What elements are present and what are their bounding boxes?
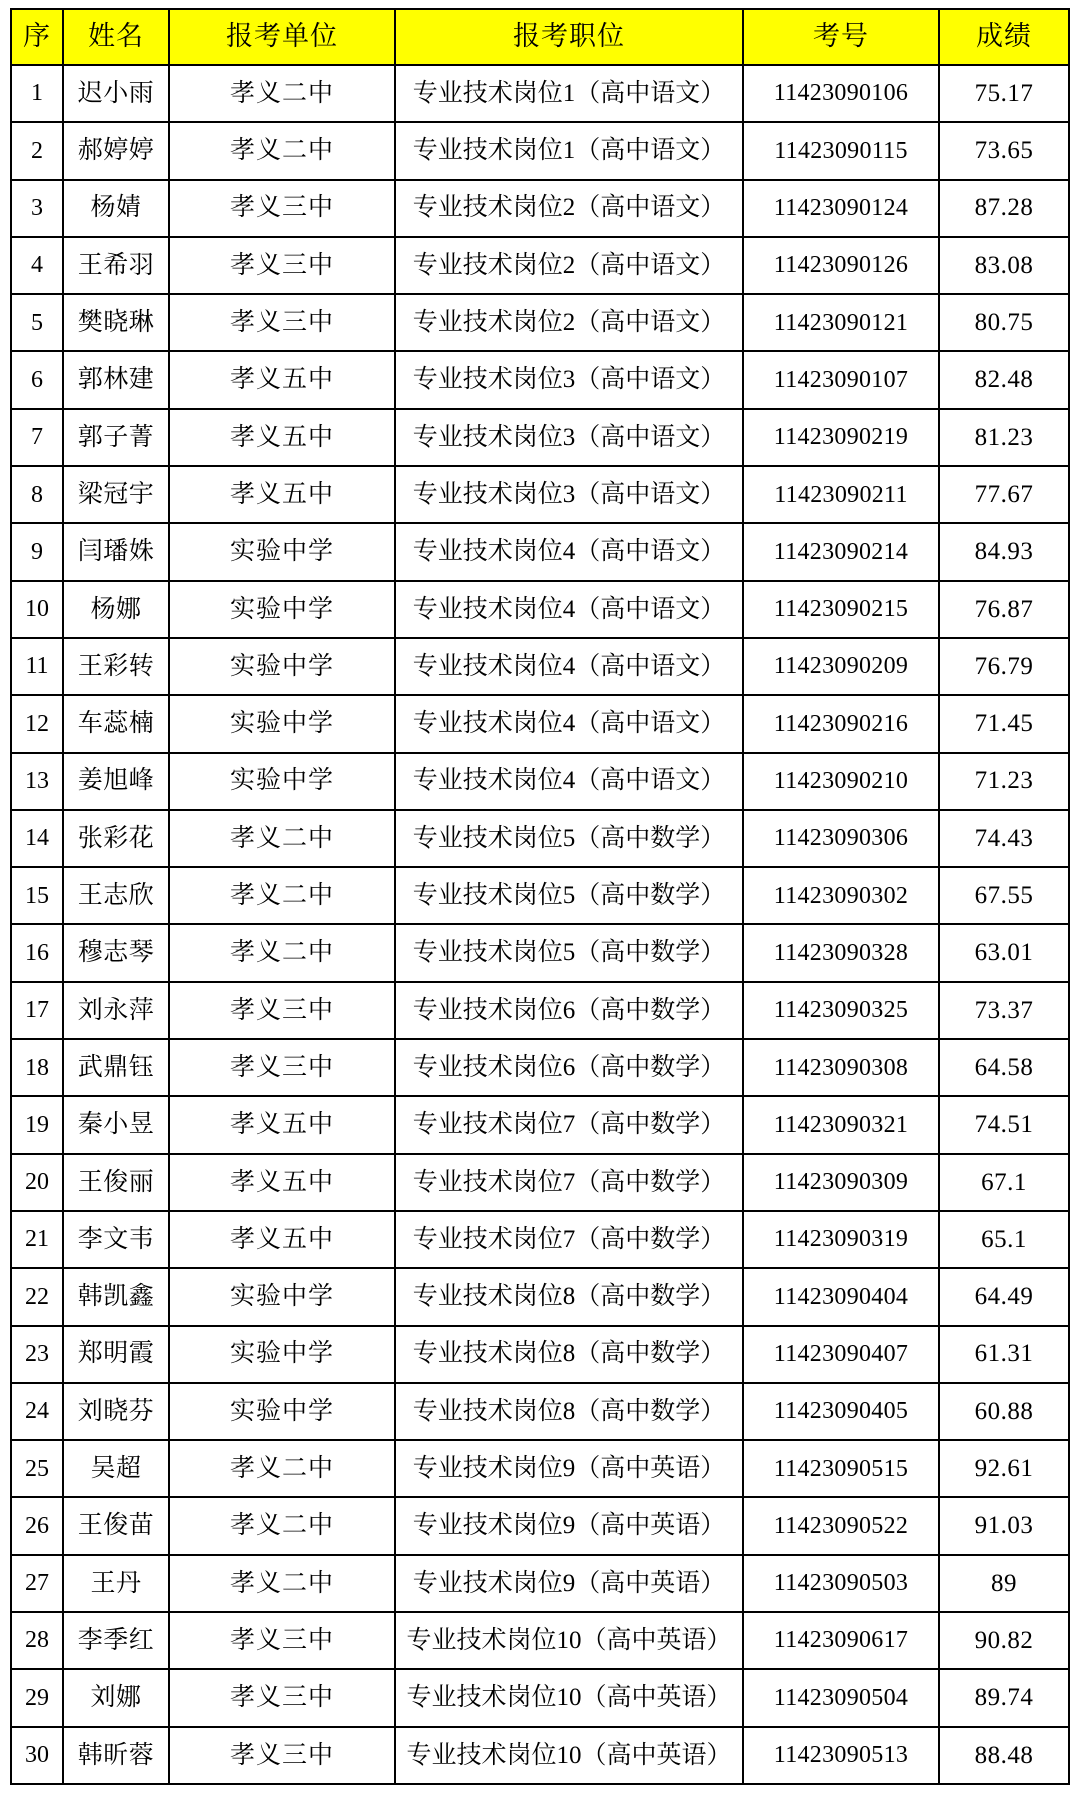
cell-index: 24	[11, 1383, 63, 1440]
table-row	[11, 1669, 1069, 1726]
cell-score: 92.61	[939, 1440, 1069, 1497]
column-header-unit: 报考单位	[169, 9, 395, 65]
cell-index: 15	[11, 867, 63, 924]
cell-name: 王丹	[63, 1555, 169, 1612]
cell-name: 郝婷婷	[63, 122, 169, 179]
cell-score: 74.43	[939, 810, 1069, 867]
cell-unit: 孝义五中	[169, 351, 395, 408]
cell-score: 77.67	[939, 466, 1069, 523]
cell-name: 王志欣	[63, 867, 169, 924]
cell-index: 27	[11, 1555, 63, 1612]
cell-index: 29	[11, 1669, 63, 1726]
cell-name: 樊晓琳	[63, 294, 169, 351]
cell-exam-number: 11423090214	[743, 523, 939, 580]
table-row	[11, 122, 1069, 179]
table-row	[11, 1440, 1069, 1497]
cell-exam-number: 11423090216	[743, 695, 939, 752]
cell-index: 12	[11, 695, 63, 752]
cell-position: 专业技术岗位7（高中数学）	[395, 1154, 743, 1211]
table-row	[11, 1612, 1069, 1669]
cell-index: 4	[11, 237, 63, 294]
table-body	[11, 65, 1069, 1784]
cell-position: 专业技术岗位7（高中数学）	[395, 1096, 743, 1153]
cell-exam-number: 11423090210	[743, 753, 939, 810]
cell-unit: 孝义二中	[169, 1555, 395, 1612]
cell-exam-number: 11423090513	[743, 1727, 939, 1784]
cell-exam-number: 11423090522	[743, 1497, 939, 1554]
table-row	[11, 1096, 1069, 1153]
cell-name: 刘娜	[63, 1669, 169, 1726]
cell-index: 26	[11, 1497, 63, 1554]
cell-position: 专业技术岗位1（高中语文）	[395, 65, 743, 122]
cell-index: 2	[11, 122, 63, 179]
cell-exam-number: 11423090321	[743, 1096, 939, 1153]
cell-name: 韩昕蓉	[63, 1727, 169, 1784]
cell-index: 23	[11, 1326, 63, 1383]
cell-score: 90.82	[939, 1612, 1069, 1669]
cell-exam-number: 11423090106	[743, 65, 939, 122]
table-row	[11, 180, 1069, 237]
cell-name: 秦小昱	[63, 1096, 169, 1153]
table-row	[11, 1039, 1069, 1096]
cell-score: 71.23	[939, 753, 1069, 810]
cell-name: 吴超	[63, 1440, 169, 1497]
cell-index: 20	[11, 1154, 63, 1211]
cell-exam-number: 11423090404	[743, 1268, 939, 1325]
column-header-index: 序	[11, 9, 63, 65]
table-row	[11, 1727, 1069, 1784]
cell-exam-number: 11423090407	[743, 1326, 939, 1383]
cell-name: 王俊丽	[63, 1154, 169, 1211]
cell-position: 专业技术岗位8（高中数学）	[395, 1268, 743, 1325]
cell-unit: 孝义二中	[169, 122, 395, 179]
cell-index: 28	[11, 1612, 63, 1669]
cell-index: 1	[11, 65, 63, 122]
cell-exam-number: 11423090308	[743, 1039, 939, 1096]
cell-exam-number: 11423090504	[743, 1669, 939, 1726]
cell-name: 郭子菁	[63, 409, 169, 466]
cell-position: 专业技术岗位5（高中数学）	[395, 867, 743, 924]
table-row	[11, 1383, 1069, 1440]
cell-score: 65.1	[939, 1211, 1069, 1268]
cell-index: 18	[11, 1039, 63, 1096]
table-row	[11, 581, 1069, 638]
cell-position: 专业技术岗位7（高中数学）	[395, 1211, 743, 1268]
cell-index: 5	[11, 294, 63, 351]
cell-position: 专业技术岗位8（高中数学）	[395, 1326, 743, 1383]
table-header-row	[11, 9, 1069, 65]
column-header-score: 成绩	[939, 9, 1069, 65]
table-header	[11, 9, 1069, 65]
column-header-position: 报考职位	[395, 9, 743, 65]
cell-position: 专业技术岗位6（高中数学）	[395, 1039, 743, 1096]
table-row	[11, 867, 1069, 924]
table-row	[11, 1211, 1069, 1268]
cell-unit: 实验中学	[169, 753, 395, 810]
exam-results-table	[10, 8, 1070, 1785]
cell-exam-number: 11423090503	[743, 1555, 939, 1612]
cell-position: 专业技术岗位4（高中语文）	[395, 695, 743, 752]
cell-unit: 孝义五中	[169, 1096, 395, 1153]
cell-index: 19	[11, 1096, 63, 1153]
cell-name: 王彩转	[63, 638, 169, 695]
table-row	[11, 466, 1069, 523]
cell-exam-number: 11423090107	[743, 351, 939, 408]
cell-position: 专业技术岗位3（高中语文）	[395, 351, 743, 408]
cell-index: 30	[11, 1727, 63, 1784]
cell-score: 82.48	[939, 351, 1069, 408]
cell-name: 姜旭峰	[63, 753, 169, 810]
cell-name: 王俊苗	[63, 1497, 169, 1554]
cell-index: 7	[11, 409, 63, 466]
cell-name: 刘晓芬	[63, 1383, 169, 1440]
cell-exam-number: 11423090325	[743, 982, 939, 1039]
cell-score: 63.01	[939, 924, 1069, 981]
table-row	[11, 65, 1069, 122]
cell-position: 专业技术岗位8（高中数学）	[395, 1383, 743, 1440]
cell-exam-number: 11423090309	[743, 1154, 939, 1211]
column-header-name: 姓名	[63, 9, 169, 65]
table-row	[11, 237, 1069, 294]
cell-score: 89.74	[939, 1669, 1069, 1726]
cell-index: 10	[11, 581, 63, 638]
cell-unit: 孝义三中	[169, 294, 395, 351]
cell-score: 60.88	[939, 1383, 1069, 1440]
cell-position: 专业技术岗位9（高中英语）	[395, 1497, 743, 1554]
cell-position: 专业技术岗位2（高中语文）	[395, 180, 743, 237]
cell-position: 专业技术岗位6（高中数学）	[395, 982, 743, 1039]
cell-unit: 孝义三中	[169, 1039, 395, 1096]
cell-position: 专业技术岗位5（高中数学）	[395, 810, 743, 867]
cell-score: 87.28	[939, 180, 1069, 237]
table-row	[11, 810, 1069, 867]
cell-unit: 孝义二中	[169, 924, 395, 981]
table-row	[11, 1555, 1069, 1612]
cell-unit: 孝义五中	[169, 409, 395, 466]
cell-index: 3	[11, 180, 63, 237]
cell-score: 83.08	[939, 237, 1069, 294]
cell-name: 郭林建	[63, 351, 169, 408]
table-row	[11, 294, 1069, 351]
cell-name: 迟小雨	[63, 65, 169, 122]
cell-unit: 孝义三中	[169, 180, 395, 237]
cell-score: 71.45	[939, 695, 1069, 752]
cell-unit: 实验中学	[169, 638, 395, 695]
cell-score: 91.03	[939, 1497, 1069, 1554]
cell-score: 67.1	[939, 1154, 1069, 1211]
cell-position: 专业技术岗位3（高中语文）	[395, 409, 743, 466]
cell-exam-number: 11423090209	[743, 638, 939, 695]
cell-score: 61.31	[939, 1326, 1069, 1383]
cell-position: 专业技术岗位5（高中数学）	[395, 924, 743, 981]
cell-unit: 孝义三中	[169, 982, 395, 1039]
cell-position: 专业技术岗位1（高中语文）	[395, 122, 743, 179]
table-row	[11, 1326, 1069, 1383]
cell-exam-number: 11423090319	[743, 1211, 939, 1268]
cell-position: 专业技术岗位10（高中英语）	[395, 1669, 743, 1726]
cell-position: 专业技术岗位4（高中语文）	[395, 753, 743, 810]
cell-score: 81.23	[939, 409, 1069, 466]
cell-unit: 孝义二中	[169, 810, 395, 867]
cell-score: 80.75	[939, 294, 1069, 351]
table-row	[11, 523, 1069, 580]
cell-exam-number: 11423090515	[743, 1440, 939, 1497]
table-row	[11, 638, 1069, 695]
cell-unit: 孝义二中	[169, 65, 395, 122]
cell-unit: 孝义二中	[169, 1497, 395, 1554]
cell-unit: 孝义二中	[169, 867, 395, 924]
cell-name: 武鼎钰	[63, 1039, 169, 1096]
cell-index: 22	[11, 1268, 63, 1325]
cell-score: 64.58	[939, 1039, 1069, 1096]
cell-position: 专业技术岗位10（高中英语）	[395, 1612, 743, 1669]
column-header-examno: 考号	[743, 9, 939, 65]
cell-unit: 孝义五中	[169, 466, 395, 523]
cell-position: 专业技术岗位10（高中英语）	[395, 1727, 743, 1784]
cell-index: 14	[11, 810, 63, 867]
cell-score: 73.65	[939, 122, 1069, 179]
cell-name: 闫璠姝	[63, 523, 169, 580]
cell-name: 杨娜	[63, 581, 169, 638]
cell-score: 74.51	[939, 1096, 1069, 1153]
cell-exam-number: 11423090219	[743, 409, 939, 466]
cell-unit: 实验中学	[169, 523, 395, 580]
cell-name: 杨婧	[63, 180, 169, 237]
cell-unit: 孝义五中	[169, 1154, 395, 1211]
cell-score: 67.55	[939, 867, 1069, 924]
cell-exam-number: 11423090121	[743, 294, 939, 351]
cell-index: 17	[11, 982, 63, 1039]
table-row	[11, 695, 1069, 752]
cell-index: 21	[11, 1211, 63, 1268]
cell-index: 9	[11, 523, 63, 580]
cell-unit: 实验中学	[169, 1383, 395, 1440]
table-row	[11, 982, 1069, 1039]
cell-unit: 实验中学	[169, 1326, 395, 1383]
cell-position: 专业技术岗位2（高中语文）	[395, 294, 743, 351]
cell-exam-number: 11423090211	[743, 466, 939, 523]
cell-position: 专业技术岗位9（高中英语）	[395, 1440, 743, 1497]
cell-score: 75.17	[939, 65, 1069, 122]
cell-unit: 孝义三中	[169, 1669, 395, 1726]
cell-name: 王希羽	[63, 237, 169, 294]
cell-exam-number: 11423090617	[743, 1612, 939, 1669]
cell-name: 张彩花	[63, 810, 169, 867]
cell-score: 64.49	[939, 1268, 1069, 1325]
table-row	[11, 1154, 1069, 1211]
table-row	[11, 924, 1069, 981]
cell-unit: 孝义三中	[169, 1612, 395, 1669]
cell-name: 刘永萍	[63, 982, 169, 1039]
cell-exam-number: 11423090328	[743, 924, 939, 981]
cell-score: 76.87	[939, 581, 1069, 638]
table-row	[11, 351, 1069, 408]
cell-name: 郑明霞	[63, 1326, 169, 1383]
cell-score: 73.37	[939, 982, 1069, 1039]
cell-index: 11	[11, 638, 63, 695]
cell-score: 76.79	[939, 638, 1069, 695]
cell-index: 25	[11, 1440, 63, 1497]
cell-name: 李季红	[63, 1612, 169, 1669]
cell-name: 梁冠宇	[63, 466, 169, 523]
cell-name: 车蕊楠	[63, 695, 169, 752]
table-row	[11, 1497, 1069, 1554]
cell-exam-number: 11423090405	[743, 1383, 939, 1440]
cell-score: 84.93	[939, 523, 1069, 580]
cell-unit: 实验中学	[169, 1268, 395, 1325]
cell-position: 专业技术岗位3（高中语文）	[395, 466, 743, 523]
cell-exam-number: 11423090124	[743, 180, 939, 237]
cell-index: 16	[11, 924, 63, 981]
cell-exam-number: 11423090115	[743, 122, 939, 179]
cell-position: 专业技术岗位4（高中语文）	[395, 523, 743, 580]
cell-position: 专业技术岗位4（高中语文）	[395, 581, 743, 638]
cell-unit: 实验中学	[169, 581, 395, 638]
cell-score: 88.48	[939, 1727, 1069, 1784]
cell-unit: 孝义三中	[169, 1727, 395, 1784]
cell-exam-number: 11423090215	[743, 581, 939, 638]
table-row	[11, 1268, 1069, 1325]
cell-unit: 孝义二中	[169, 1440, 395, 1497]
cell-unit: 孝义三中	[169, 237, 395, 294]
cell-exam-number: 11423090126	[743, 237, 939, 294]
cell-exam-number: 11423090302	[743, 867, 939, 924]
cell-unit: 实验中学	[169, 695, 395, 752]
cell-name: 穆志琴	[63, 924, 169, 981]
cell-score: 89	[939, 1555, 1069, 1612]
cell-position: 专业技术岗位9（高中英语）	[395, 1555, 743, 1612]
cell-unit: 孝义五中	[169, 1211, 395, 1268]
table-row	[11, 753, 1069, 810]
cell-index: 13	[11, 753, 63, 810]
cell-name: 李文韦	[63, 1211, 169, 1268]
table-row	[11, 409, 1069, 466]
cell-index: 8	[11, 466, 63, 523]
cell-name: 韩凯鑫	[63, 1268, 169, 1325]
cell-position: 专业技术岗位4（高中语文）	[395, 638, 743, 695]
cell-index: 6	[11, 351, 63, 408]
cell-position: 专业技术岗位2（高中语文）	[395, 237, 743, 294]
cell-exam-number: 11423090306	[743, 810, 939, 867]
